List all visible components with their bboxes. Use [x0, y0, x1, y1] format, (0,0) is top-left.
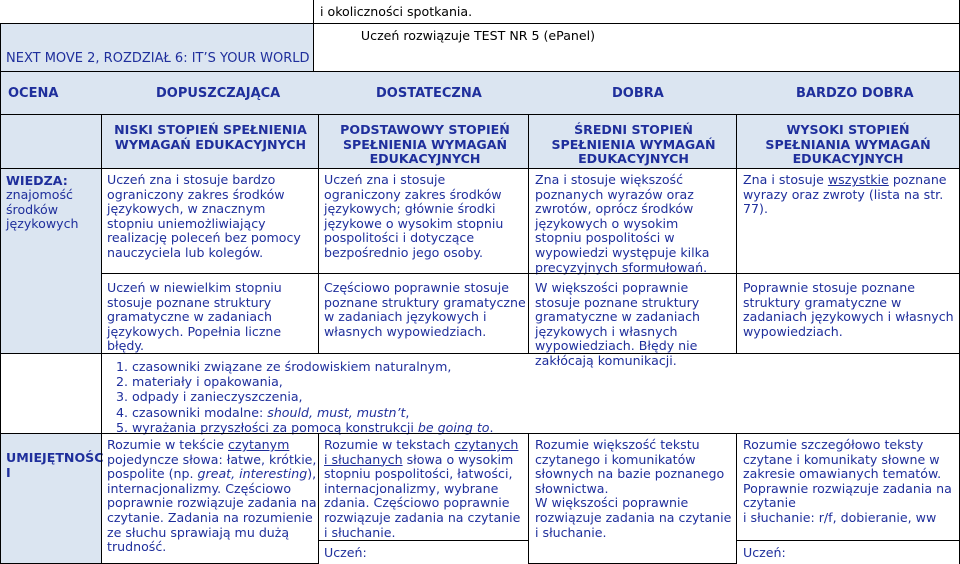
chapter-title: NEXT MOVE 2, ROZDZIAŁ 6: IT’S YOUR WORLD — [6, 51, 310, 66]
grade-dostateczna: DOSTATECZNA — [376, 86, 482, 101]
level-heading-medium: ŚREDNI STOPIEŃ SPEŁNIENIA WYMAGAŃ EDUKACYJNYCH — [551, 122, 716, 167]
list-item-pre: wyrażania przyszłości za pomocą konstrukcji — [132, 419, 418, 435]
list-item: 1. czasowniki związane ze środowiskiem naturalnym, — [132, 359, 494, 374]
wiedza-r1-high-pre: Zna i stosuje — [743, 172, 828, 187]
list-item-post: , — [405, 404, 410, 420]
umiej-low-c: ), internacjonalizmy. Częściowo poprawnie rozwiązuje zadania na czytanie. Zadania na rozumienie ze słuchu sprawiają mu dużą trudność. — [107, 466, 317, 555]
level-heading-high: WYSOKI STOPIEŃ SPEŁNIANIA WYMAGAŃ EDUKACYJNYCH — [765, 122, 931, 167]
wiedza-r2-basic: Częściowo poprawnie stosuje poznane struktury gramatyczne w zadaniach językowych i własnych wypowiedziach. — [324, 280, 526, 339]
umiej-basic-underlined-1: czytanych — [454, 437, 519, 452]
umiej-basic — [324, 438, 524, 540]
umiej-medium: Rozumie większość tekstu czytanego i komunikatów słownych na bazie poznanego słownictwa. W większości poprawnie rozwiązuje zadania na czytanie i słuchanie. — [535, 437, 732, 540]
uczen-label-right: Uczeń: — [743, 545, 786, 560]
wiedza-r1-high — [743, 173, 948, 217]
wiedza-r2-medium: W większości poprawnie stosuje poznane struktury gramatyczne w zadaniach językowych i własnych wypowiedziach. Błędy nie zakłócają komunikacji. — [535, 280, 700, 368]
test-text: Uczeń rozwiązuje TEST NR 5 (ePanel) — [360, 28, 596, 43]
umiej-basic-c: słowa o wysokim stopniu pospolitości, łatwości, internacjonalizmy, wybrane zdania. Częściowo poprawnie rozwiązuje zadania na czytanie i słuchanie. — [324, 451, 521, 540]
list-item-pre: czasowniki modalne: — [132, 404, 268, 420]
umiej-basic-a: Rozumie w tekstach — [324, 437, 455, 452]
vocabulary-list — [102, 359, 494, 435]
list-item: 2. materiały i opakowania, — [132, 374, 494, 389]
umiejetnosci-title-line2: I — [6, 464, 11, 480]
umiej-basic-underlined-2: i słuchanych — [324, 451, 403, 467]
grade-dopuszczajaca: DOPUSZCZAJĄCA — [156, 86, 281, 101]
umiej-low — [107, 438, 317, 555]
top-row-text: i okoliczności spotkania. — [320, 4, 473, 19]
wiedza-r1-high-underlined: wszystkie — [827, 172, 889, 187]
wiedza-r1-high-post: poznane wyrazy oraz zwroty (lista na str. 77). — [743, 172, 947, 217]
uczen-label-left: Uczeń: — [324, 545, 367, 560]
umiejetnosci-title — [6, 451, 104, 480]
list-item-italic: be going to — [417, 419, 490, 435]
wiedza-r1-basic: Uczeń zna i stosuje ograniczony zakres środków językowych; głównie środki językowe o wysokim stopniu pospolitości i dotyczące bezpośrednio jego osoby. — [324, 172, 504, 260]
umiej-high: Rozumie szczegółowo teksty czytane i komunikaty słowne w zakresie omawianych tematów. Poprawnie rozwiązuje zadania na czytanie i słuchanie: r/f, dobieranie, ww — [743, 437, 952, 525]
list-item: 3. odpady i zanieczyszczenia, — [132, 389, 494, 404]
list-left-cell — [0, 353, 102, 434]
umiej-low-italic: great, interesting — [197, 466, 308, 482]
wiedza-subtitle: znajomość środków językowych — [6, 187, 79, 232]
wiedza-r2-high: Poprawnie stosuje poznane struktury gramatyczne w zadaniach językowych i własnych wypowiedziach. — [743, 280, 954, 339]
wiedza-title: WIEDZA: — [6, 173, 68, 188]
umiej-low-a: Rozumie w tekście — [107, 437, 229, 452]
umiej-low-underlined: czytanym — [228, 437, 290, 452]
grade-bardzo-dobra: BARDZO DOBRA — [796, 86, 914, 101]
wiedza-r1-medium: Zna i stosuje większość poznanych wyrazów oraz zwrotów, oprócz środków językowych o wysokim stopniu pospolitości w wypowiedzi występuje kilka precyzyjnych sformułowań. — [535, 172, 710, 275]
grade-label: OCENA — [8, 86, 59, 101]
level-heading-basic: PODSTAWOWY STOPIEŃ SPEŁNIENIA WYMAGAŃ EDUKACYJNYCH — [340, 122, 510, 167]
level-heading-low: NISKI STOPIEŃ SPEŁNIENIA WYMAGAŃ EDUKACYJNYCH — [114, 122, 307, 152]
umiej-low-b: pojedyncze słowa: łatwe, krótkie, pospolite (np. — [107, 451, 317, 482]
umiejetnosci-title-line1: UMIEJĘTNOŚC — [6, 450, 104, 465]
list-item-italic: should, must, mustn’t — [267, 404, 406, 420]
wiedza-r2-low: Uczeń w niewielkim stopniu stosuje poznane struktury gramatyczne w zadaniach językowych. Popełnia liczne błędy. — [107, 280, 282, 354]
list-item-post: . — [489, 419, 494, 435]
grade-dobra: DOBRA — [612, 86, 664, 101]
list-item — [132, 405, 494, 420]
wiedza-r1-low: Uczeń zna i stosuje bardzo ograniczony zakres środków językowych, w znacznym stopniu uniemożliwiający realizację poleceń bez pomocy nauczyciela lub kolegów. — [107, 172, 301, 260]
level-empty-cell — [0, 114, 102, 169]
